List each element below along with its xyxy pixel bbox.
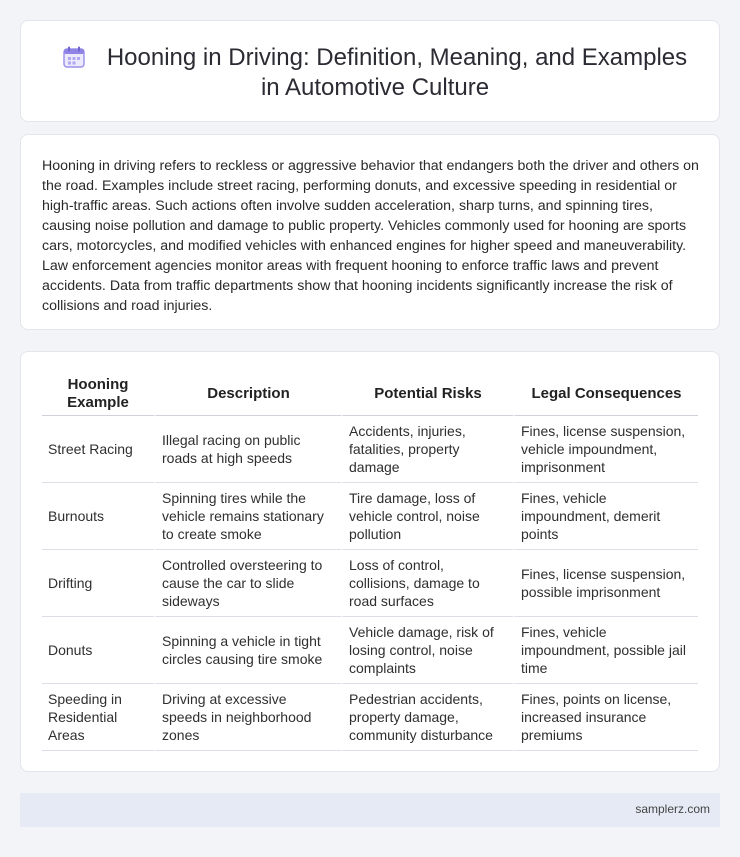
table-row xyxy=(42,617,698,684)
cell-example: Donuts xyxy=(42,617,154,684)
cell-risks: Tire damage, loss of vehicle control, noise pollution xyxy=(341,483,513,550)
cell-risks: Pedestrian accidents, property damage, community disturbance xyxy=(341,684,513,751)
cell-consequences: Fines, vehicle impoundment, demerit points xyxy=(513,483,698,550)
table-row xyxy=(42,416,698,483)
cell-example: Speeding in Residential Areas xyxy=(42,684,154,751)
hooning-table xyxy=(42,372,698,751)
header-legal-consequences: Legal Consequences xyxy=(513,372,698,416)
table-row xyxy=(42,684,698,751)
title-card xyxy=(20,20,720,122)
footer-site-link[interactable]: samplerz.com xyxy=(635,802,710,816)
intro-card xyxy=(20,134,720,330)
header-description: Description xyxy=(154,372,341,416)
cell-description: Driving at excessive speeds in neighborhood zones xyxy=(154,684,341,751)
page-title-wrap xyxy=(51,43,699,103)
cell-description: Spinning a vehicle in tight circles causing tire smoke xyxy=(154,617,341,684)
calendar-icon xyxy=(63,46,85,68)
cell-consequences: Fines, points on license, increased insurance premiums xyxy=(513,684,698,751)
cell-description: Controlled oversteering to cause the car to slide sideways xyxy=(154,550,341,617)
cell-example: Street Racing xyxy=(42,416,154,483)
cell-description: Illegal racing on public roads at high speeds xyxy=(154,416,341,483)
page-title: Hooning in Driving: Definition, Meaning, and Examples in Automotive Culture xyxy=(106,44,688,101)
cell-consequences: Fines, license suspension, vehicle impoundment, imprisonment xyxy=(513,416,698,483)
header-hooning-example: Hooning Example xyxy=(42,372,154,416)
header-potential-risks: Potential Risks xyxy=(341,372,513,416)
cell-risks: Accidents, injuries, fatalities, property damage xyxy=(341,416,513,483)
cell-consequences: Fines, license suspension, possible imprisonment xyxy=(513,550,698,617)
cell-consequences: Fines, vehicle impoundment, possible jail time xyxy=(513,617,698,684)
cell-risks: Vehicle damage, risk of losing control, noise complaints xyxy=(341,617,513,684)
intro-paragraph: Hooning in driving refers to reckless or aggressive behavior that endangers both the driver and others on the road. Examples include street racing, performing donuts, and excessive speeding in residential or high-traffic areas. Such actions often involve sudden acceleration, sharp turns, and spinning tires, causing noise pollution and damage to public property. Vehicles commonly used for hooning are sports cars, motorcycles, and modified vehicles with enhanced engines for higher speed and maneuverability. Law enforcement agencies monitor areas with frequent hooning to enforce traffic laws and prevent accidents. Data from traffic departments show that hooning incidents significantly increase the risk of collisions and road injuries. xyxy=(42,158,699,314)
table-header-row xyxy=(42,372,698,416)
footer-bar xyxy=(20,793,720,827)
cell-description: Spinning tires while the vehicle remains stationary to create smoke xyxy=(154,483,341,550)
table-row xyxy=(42,550,698,617)
cell-risks: Loss of control, collisions, damage to road surfaces xyxy=(341,550,513,617)
table-row xyxy=(42,483,698,550)
table-card xyxy=(20,351,720,772)
cell-example: Burnouts xyxy=(42,483,154,550)
cell-example: Drifting xyxy=(42,550,154,617)
